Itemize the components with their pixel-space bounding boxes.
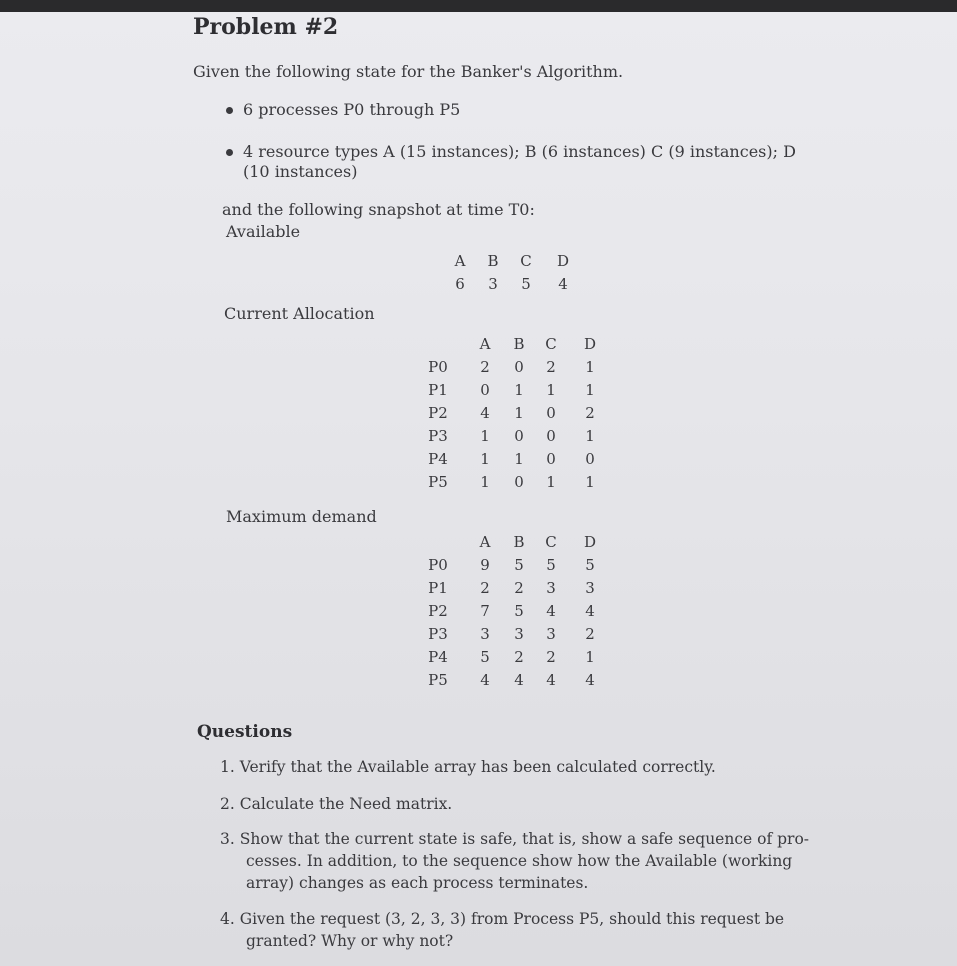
max-cell: 3	[514, 625, 524, 643]
alloc-cell: 1	[585, 473, 595, 491]
max-cell: 1	[585, 648, 595, 666]
bullet-processes	[226, 100, 460, 119]
process-label: P3	[428, 625, 448, 643]
process-label: P4	[428, 648, 448, 666]
alloc-cell: 0	[546, 427, 556, 445]
header-c: C	[520, 252, 532, 270]
allocation-label: Current Allocation	[224, 304, 375, 323]
question-4-line-1: 4. Given the request (3, 2, 3, 3) from Process P5, should this request be	[220, 910, 785, 928]
alloc-cell: 1	[585, 427, 595, 445]
alloc-cell: 0	[546, 450, 556, 468]
max-cell: 4	[546, 602, 556, 620]
max-cell: 5	[480, 648, 490, 666]
process-label: P2	[428, 602, 448, 620]
available-c: 5	[521, 275, 531, 293]
alloc-cell: 1	[480, 427, 490, 445]
max-cell: 5	[546, 556, 556, 574]
bullet-text: 4 resource types A (15 instances); B (6 instances) C (9 instances); D	[243, 142, 796, 161]
process-label: P0	[428, 358, 448, 376]
header-a: A	[479, 335, 491, 353]
question-3-line-3: array) changes as each process terminates.	[246, 874, 589, 892]
alloc-cell: 1	[514, 404, 524, 422]
max-cell: 5	[585, 556, 595, 574]
max-cell: 2	[585, 625, 595, 643]
bullet-resources-continued: (10 instances)	[243, 162, 358, 181]
header-d: D	[583, 533, 597, 551]
header-b: B	[513, 533, 525, 551]
alloc-cell: 2	[480, 358, 490, 376]
available-label: Available	[226, 222, 301, 241]
alloc-cell: 1	[546, 473, 556, 491]
alloc-cell: 1	[585, 381, 595, 399]
process-label: P0	[428, 556, 448, 574]
alloc-cell: 0	[514, 358, 524, 376]
bullet-dot-icon	[226, 107, 233, 114]
alloc-cell: 0	[514, 427, 524, 445]
snapshot-text: and the following snapshot at time T0:	[222, 200, 535, 219]
process-label: P1	[428, 579, 448, 597]
max-cell: 2	[546, 648, 556, 666]
question-4-line-2: granted? Why or why not?	[246, 932, 454, 950]
alloc-cell: 0	[585, 450, 595, 468]
process-label: P5	[428, 671, 448, 689]
max-cell: 2	[514, 648, 524, 666]
bullet-dot-icon	[226, 149, 233, 156]
header-d: D	[583, 335, 597, 353]
max-cell: 3	[546, 579, 556, 597]
alloc-cell: 0	[480, 381, 490, 399]
page-title: Problem #2	[193, 14, 339, 40]
process-label: P5	[428, 473, 448, 491]
alloc-cell: 4	[480, 404, 490, 422]
header-c: C	[545, 335, 557, 353]
max-cell: 4	[480, 671, 490, 689]
process-label: P2	[428, 404, 448, 422]
max-cell: 4	[514, 671, 524, 689]
question-2: 2. Calculate the Need matrix.	[220, 795, 453, 813]
alloc-cell: 1	[546, 381, 556, 399]
max-cell: 5	[514, 602, 524, 620]
header-b: B	[487, 252, 499, 270]
max-cell: 2	[514, 579, 524, 597]
alloc-cell: 1	[585, 358, 595, 376]
intro-text: Given the following state for the Banker's Algorithm.	[193, 62, 624, 81]
max-cell: 5	[514, 556, 524, 574]
available-a: 6	[455, 275, 465, 293]
question-3-line-2: cesses. In addition, to the sequence show how the Available (working	[246, 852, 793, 870]
available-b: 3	[488, 275, 498, 293]
max-cell: 4	[585, 602, 595, 620]
max-cell: 3	[585, 579, 595, 597]
bullet-text: 6 processes P0 through P5	[243, 100, 461, 119]
max-cell: 3	[480, 625, 490, 643]
max-cell: 4	[585, 671, 595, 689]
header-a: A	[454, 252, 466, 270]
header-d: D	[556, 252, 570, 270]
max-cell: 4	[546, 671, 556, 689]
header-c: C	[545, 533, 557, 551]
max-cell: 2	[480, 579, 490, 597]
process-label: P4	[428, 450, 448, 468]
alloc-cell: 0	[514, 473, 524, 491]
process-label: P1	[428, 381, 448, 399]
alloc-cell: 2	[585, 404, 595, 422]
max-cell: 3	[546, 625, 556, 643]
alloc-cell: 1	[514, 450, 524, 468]
maximum-label: Maximum demand	[226, 507, 377, 526]
alloc-cell: 2	[546, 358, 556, 376]
alloc-cell: 0	[546, 404, 556, 422]
alloc-cell: 1	[480, 450, 490, 468]
alloc-cell: 1	[514, 381, 524, 399]
bullet-resources	[226, 142, 796, 161]
max-cell: 7	[480, 602, 490, 620]
process-label: P3	[428, 427, 448, 445]
max-cell: 9	[480, 556, 490, 574]
document-page	[0, 12, 957, 966]
question-3-line-1: 3. Show that the current state is safe, that is, show a safe sequence of pro-	[220, 830, 810, 848]
question-1: 1. Verify that the Available array has been calculated correctly.	[220, 758, 716, 776]
available-d: 4	[558, 275, 568, 293]
header-a: A	[479, 533, 491, 551]
questions-heading: Questions	[197, 722, 293, 742]
alloc-cell: 1	[480, 473, 490, 491]
header-b: B	[513, 335, 525, 353]
